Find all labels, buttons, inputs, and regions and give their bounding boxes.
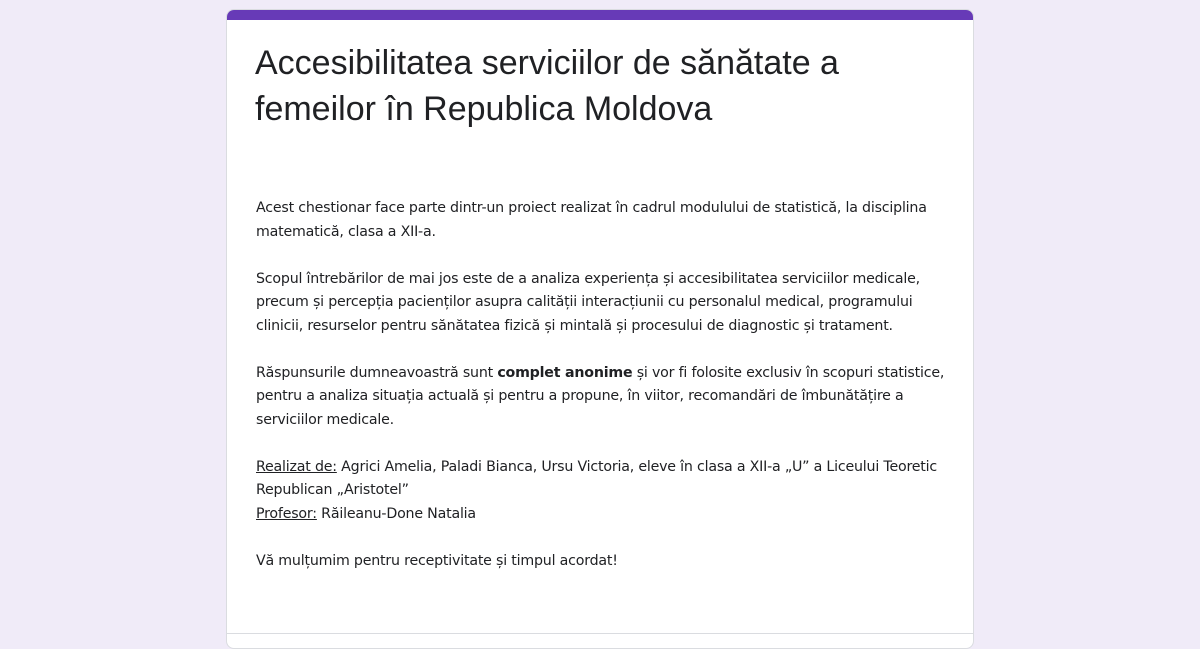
anonymity-bold-text: complet anonime — [497, 364, 633, 381]
accent-bar — [227, 10, 973, 20]
form-header-card — [226, 9, 974, 649]
description-teacher — [256, 503, 956, 527]
description-thanks: Vă mulțumim pentru receptivitate și timpul acordat! — [256, 552, 618, 569]
teacher-label: Profesor: — [256, 505, 317, 522]
teacher-value: Răileanu-Done Natalia — [316, 505, 476, 522]
description-anonymity — [256, 362, 956, 433]
description-purpose: Scopul întrebărilor de mai jos este de a analiza experiența și accesibilitatea serviciilor medicale, precum și percepția pacienților asupra calității interacțiunii cu personalul medical, programului clinicii, resurselor pentru sănătatea fizică și mintală și procesului de diagnostic și tratament. — [256, 270, 920, 334]
form-title: Accesibilitatea serviciilor de sănătate a femeilor în Republica Moldova — [255, 44, 839, 128]
description-intro: Acest chestionar face parte dintr-un proiect realizat în cadrul modulului de statistică, la disciplina matematică, clasa a XII-a. — [256, 200, 927, 240]
authors-value: Agrici Amelia, Paladi Bianca, Ursu Victoria, eleve în clasa a XII-a „U” a Liceului Teoretic Republican „Aristotel” — [256, 458, 938, 498]
form-description — [256, 197, 956, 597]
anonymity-text-start: Răspunsurile dumneavoastră sunt — [256, 364, 498, 381]
description-authors — [256, 456, 956, 503]
card-divider — [227, 633, 973, 634]
authors-label: Realizat de: — [256, 458, 337, 475]
anonymity-text-end: și vor fi folosite exclusiv în scopuri statistice, pentru a analiza situația actuală și pentru a propune, în viitor, recomandări de îmbunătățire a serviciilor medicale. — [256, 364, 945, 428]
